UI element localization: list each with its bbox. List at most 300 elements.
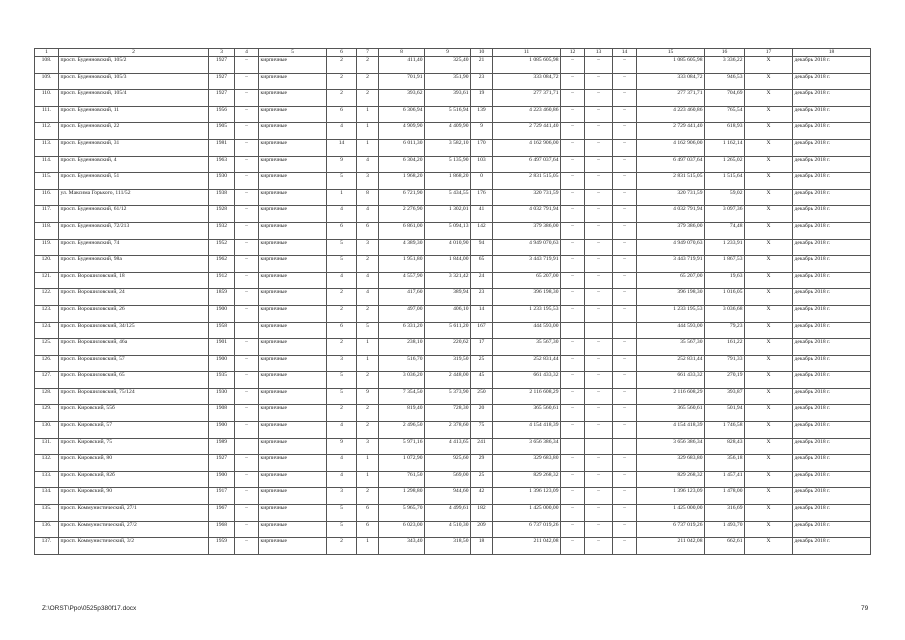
table-cell: –	[585, 173, 613, 190]
table-cell: 1	[357, 355, 379, 372]
table-cell: 1900	[209, 305, 235, 322]
table-cell: X	[745, 106, 793, 123]
table-cell: 1 085 605,98	[637, 57, 705, 74]
table-cell: декабрь 2018 г.	[793, 206, 871, 223]
table-cell: X	[745, 139, 793, 156]
table-cell: 318,50	[425, 538, 471, 555]
table-cell: 1 968,20	[379, 173, 425, 190]
table-cell: 4	[357, 289, 379, 306]
table-cell: –	[235, 272, 259, 289]
table-cell: просп. Буденновский, 31	[59, 139, 209, 156]
table-cell: 5	[357, 322, 379, 339]
table-cell: 131.	[35, 438, 59, 455]
table-cell: –	[561, 521, 585, 538]
table-cell: 1900	[209, 422, 235, 439]
table-cell: 1	[327, 189, 357, 206]
table-cell: 113.	[35, 139, 59, 156]
table-cell: 2	[357, 405, 379, 422]
table-cell: кирпичные	[259, 355, 327, 372]
table-cell: 365 560,61	[637, 405, 705, 422]
table-cell: 123.	[35, 305, 59, 322]
table-cell: 182	[471, 505, 493, 522]
table-cell: декабрь 2018 г.	[793, 339, 871, 356]
table-cell: 1 298,80	[379, 488, 425, 505]
table-cell: декабрь 2018 г.	[793, 123, 871, 140]
table-cell: 569,00	[425, 471, 471, 488]
table-cell: 211 042,08	[637, 538, 705, 555]
table-cell: X	[745, 322, 793, 339]
table-cell: 393,62	[379, 90, 425, 107]
table-cell: 333 084,72	[637, 73, 705, 90]
table-cell: 1 085 605,98	[493, 57, 561, 74]
table-cell: 1952	[209, 239, 235, 256]
table-cell: 3 097,36	[705, 206, 745, 223]
table-cell: кирпичные	[259, 388, 327, 405]
table-cell	[585, 438, 613, 455]
table-cell: 108.	[35, 57, 59, 74]
table-row	[35, 239, 871, 256]
table-cell: –	[561, 405, 585, 422]
table-cell: декабрь 2018 г.	[793, 239, 871, 256]
table-cell: декабрь 2018 г.	[793, 156, 871, 173]
table-cell: просп. Буденновский, 74	[59, 239, 209, 256]
table-cell: 3	[357, 438, 379, 455]
table-cell: 411,40	[379, 57, 425, 74]
table-cell: 2 276,90	[379, 206, 425, 223]
table-cell: 94	[471, 239, 493, 256]
table-cell: 3 036,68	[705, 305, 745, 322]
table-cell: –	[613, 422, 637, 439]
table-cell: –	[585, 339, 613, 356]
table-cell: кирпичные	[259, 156, 327, 173]
table-cell: декабрь 2018 г.	[793, 422, 871, 439]
table-cell: 114.	[35, 156, 59, 173]
table-cell: 5 516,94	[425, 106, 471, 123]
table-cell: –	[585, 488, 613, 505]
table-cell: 1 072,90	[379, 455, 425, 472]
table-cell: 6 304,20	[379, 156, 425, 173]
table-row	[35, 73, 871, 90]
table-cell: кирпичные	[259, 173, 327, 190]
table-cell: 2	[327, 90, 357, 107]
table-cell: –	[561, 173, 585, 190]
table-cell: кирпичные	[259, 322, 327, 339]
table-cell: 277 371,71	[637, 90, 705, 107]
table-row	[35, 156, 871, 173]
table-cell: декабрь 2018 г.	[793, 173, 871, 190]
table-cell: 1901	[209, 339, 235, 356]
table-cell: 125.	[35, 339, 59, 356]
table-cell: –	[235, 222, 259, 239]
table-cell: декабрь 2018 г.	[793, 73, 871, 90]
table-cell: 133.	[35, 471, 59, 488]
table-cell: 1	[357, 123, 379, 140]
table-cell: –	[235, 455, 259, 472]
table-cell: 2	[327, 289, 357, 306]
table-cell: 1	[357, 106, 379, 123]
table-cell	[235, 322, 259, 339]
table-cell	[235, 438, 259, 455]
table-cell: –	[235, 372, 259, 389]
table-cell: –	[585, 256, 613, 273]
table-cell: 118.	[35, 222, 59, 239]
table-cell: кирпичные	[259, 471, 327, 488]
table-cell: 4	[357, 272, 379, 289]
table-cell: –	[235, 239, 259, 256]
table-cell: кирпичные	[259, 57, 327, 74]
table-cell: 946,53	[705, 73, 745, 90]
table-cell: 356,18	[705, 455, 745, 472]
table-cell: 277 371,71	[493, 90, 561, 107]
table-cell: 23	[471, 73, 493, 90]
table-cell: просп. Ворошиловский, 75/124	[59, 388, 209, 405]
table-cell: 4 162 906,00	[493, 139, 561, 156]
table-cell: декабрь 2018 г.	[793, 355, 871, 372]
table-cell: 29	[471, 455, 493, 472]
table-cell: 75	[471, 422, 493, 439]
table-cell: –	[585, 538, 613, 555]
table-cell: X	[745, 438, 793, 455]
table-cell: декабрь 2018 г.	[793, 222, 871, 239]
table-row	[35, 405, 871, 422]
table-cell: 119.	[35, 239, 59, 256]
table-cell: 19,63	[705, 272, 745, 289]
table-cell: кирпичные	[259, 339, 327, 356]
table-cell: 1927	[209, 57, 235, 74]
table-cell: 1963	[209, 156, 235, 173]
table-cell: кирпичные	[259, 90, 327, 107]
table-cell: декабрь 2018 г.	[793, 256, 871, 273]
table-cell: 111.	[35, 106, 59, 123]
table-cell: 3	[327, 355, 357, 372]
table-cell: X	[745, 505, 793, 522]
table-cell: 5	[327, 388, 357, 405]
table-cell: 5	[327, 372, 357, 389]
table-cell: 2	[357, 57, 379, 74]
table-cell: 65 207,00	[637, 272, 705, 289]
table-cell: 1908	[209, 405, 235, 422]
table-cell: –	[235, 156, 259, 173]
table-cell: X	[745, 538, 793, 555]
table-cell: кирпичные	[259, 222, 327, 239]
table-cell: –	[613, 339, 637, 356]
table-cell: 250	[471, 388, 493, 405]
table-cell: –	[235, 206, 259, 223]
table-cell: –	[613, 139, 637, 156]
table-cell: 1935	[209, 372, 235, 389]
table-cell: 74,48	[705, 222, 745, 239]
table-cell: –	[613, 289, 637, 306]
table-cell: 23	[471, 289, 493, 306]
register-sheet	[34, 48, 870, 555]
table-cell: –	[613, 256, 637, 273]
table-cell: просп. Буденновский, 98а	[59, 256, 209, 273]
table-cell: декабрь 2018 г.	[793, 90, 871, 107]
table-cell: –	[561, 505, 585, 522]
table-cell: 3	[327, 488, 357, 505]
table-cell: кирпичные	[259, 206, 327, 223]
table-cell: 379 386,00	[493, 222, 561, 239]
table-cell: просп. Кировский, 75	[59, 438, 209, 455]
table-cell: 829 268,32	[637, 471, 705, 488]
table-cell: 161,22	[705, 339, 745, 356]
table-cell: 1956	[209, 106, 235, 123]
table-cell: 24	[471, 272, 493, 289]
table-cell: 329 683,80	[637, 455, 705, 472]
table-row	[35, 139, 871, 156]
table-cell: 1932	[209, 222, 235, 239]
table-cell: просп. Буденновский, 51	[59, 173, 209, 190]
table-cell: 1917	[209, 488, 235, 505]
table-cell: декабрь 2018 г.	[793, 106, 871, 123]
table-cell: 618,93	[705, 123, 745, 140]
table-cell: 393,61	[425, 90, 471, 107]
table-cell: 3 336,22	[705, 57, 745, 74]
table-cell: кирпичные	[259, 305, 327, 322]
table-cell: –	[585, 57, 613, 74]
table-cell: просп. Буденновский, 11	[59, 106, 209, 123]
table-cell: 5 611,20	[425, 322, 471, 339]
table-cell: X	[745, 272, 793, 289]
table-cell: 2	[327, 538, 357, 555]
table-cell: X	[745, 57, 793, 74]
table-cell: 343,40	[379, 538, 425, 555]
table-cell: кирпичные	[259, 505, 327, 522]
table-cell: –	[235, 90, 259, 107]
table-cell: 1859	[209, 289, 235, 306]
table-cell: 79,23	[705, 322, 745, 339]
table-cell: 14	[327, 139, 357, 156]
table-cell: –	[235, 521, 259, 538]
table-cell: 829 268,32	[493, 471, 561, 488]
table-cell: 1	[357, 471, 379, 488]
table-cell: X	[745, 355, 793, 372]
table-cell: кирпичные	[259, 189, 327, 206]
table-cell: –	[561, 239, 585, 256]
table-cell: –	[585, 505, 613, 522]
table-cell: 2 729 441,40	[493, 123, 561, 140]
table-cell: X	[745, 173, 793, 190]
table-cell: –	[613, 471, 637, 488]
table-cell: 1962	[209, 256, 235, 273]
table-cell: –	[235, 339, 259, 356]
table-cell: –	[585, 156, 613, 173]
table-cell: 4	[327, 206, 357, 223]
table-cell: декабрь 2018 г.	[793, 388, 871, 405]
table-cell: 1 233 195,53	[493, 305, 561, 322]
table-cell: 944,60	[425, 488, 471, 505]
table-cell: –	[613, 189, 637, 206]
table-cell: 1900	[209, 355, 235, 372]
table-cell: –	[561, 388, 585, 405]
table-cell: кирпичные	[259, 256, 327, 273]
table-cell: 819,40	[379, 405, 425, 422]
table-cell: 4	[327, 272, 357, 289]
table-cell: 112.	[35, 123, 59, 140]
table-cell: 1 844,00	[425, 256, 471, 273]
table-cell: просп. Кировский, 82б	[59, 471, 209, 488]
table-cell: X	[745, 455, 793, 472]
table-cell: X	[745, 521, 793, 538]
column-number-cell: 17	[745, 49, 793, 57]
table-cell: 3 656 386,34	[637, 438, 705, 455]
table-cell: 6	[357, 222, 379, 239]
table-cell: –	[561, 156, 585, 173]
table-cell: 4 909,90	[379, 123, 425, 140]
table-cell: –	[613, 388, 637, 405]
column-number-cell: 18	[793, 49, 871, 57]
table-cell: 4 154 418,39	[493, 422, 561, 439]
table-cell: 5 135,90	[425, 156, 471, 173]
table-cell: 4 223 460,86	[637, 106, 705, 123]
table-cell: 6 861,00	[379, 222, 425, 239]
table-cell: 142	[471, 222, 493, 239]
table-cell: 5 094,13	[425, 222, 471, 239]
table-row	[35, 222, 871, 239]
table-cell: X	[745, 388, 793, 405]
table-cell: –	[561, 305, 585, 322]
table-row	[35, 505, 871, 522]
table-row	[35, 123, 871, 140]
table-cell: –	[585, 106, 613, 123]
table-cell: 661 433,32	[493, 372, 561, 389]
table-cell: ул. Максима Горького, 111/52	[59, 189, 209, 206]
table-cell: 2 729 441,40	[637, 123, 705, 140]
table-cell: 501,94	[705, 405, 745, 422]
table-cell: 21	[471, 57, 493, 74]
table-cell: 35 567,30	[493, 339, 561, 356]
table-cell: X	[745, 222, 793, 239]
table-cell: 1927	[209, 90, 235, 107]
table-cell: 59,02	[705, 189, 745, 206]
table-row	[35, 90, 871, 107]
table-cell: X	[745, 289, 793, 306]
table-cell: –	[561, 471, 585, 488]
table-cell: кирпичные	[259, 455, 327, 472]
table-cell: декабрь 2018 г.	[793, 139, 871, 156]
table-cell: 6 737 019,26	[493, 521, 561, 538]
table-cell: 3	[357, 173, 379, 190]
table-cell: –	[613, 355, 637, 372]
table-cell: 41	[471, 206, 493, 223]
table-cell: 5	[327, 173, 357, 190]
table-cell: 6	[327, 106, 357, 123]
table-cell: 4 557,90	[379, 272, 425, 289]
table-cell: 4 499,61	[425, 505, 471, 522]
table-cell: 4 154 418,39	[637, 422, 705, 439]
table-cell: 2 831 515,05	[493, 173, 561, 190]
table-cell: просп. Кировский, 57	[59, 422, 209, 439]
table-cell	[585, 322, 613, 339]
table-cell: декабрь 2018 г.	[793, 322, 871, 339]
table-cell: 220,62	[425, 339, 471, 356]
table-row	[35, 471, 871, 488]
table-cell: просп. Ворошиловский, 26	[59, 305, 209, 322]
table-cell: просп. Буденновский, 72/213	[59, 222, 209, 239]
table-cell: 1958	[209, 322, 235, 339]
table-cell: 319,50	[425, 355, 471, 372]
table-cell: 116.	[35, 189, 59, 206]
table-cell: 1 515,64	[705, 173, 745, 190]
table-cell: 1989	[209, 438, 235, 455]
column-number-cell: 9	[425, 49, 471, 57]
table-cell: 1 016,05	[705, 289, 745, 306]
table-cell: 2	[327, 73, 357, 90]
table-cell: 5	[327, 256, 357, 273]
table-cell: просп. Ворошиловский, 24	[59, 289, 209, 306]
table-cell: 209	[471, 521, 493, 538]
table-cell: кирпичные	[259, 538, 327, 555]
table-cell: –	[561, 139, 585, 156]
table-cell: декабрь 2018 г.	[793, 57, 871, 74]
table-cell: –	[235, 173, 259, 190]
table-cell: 828,43	[705, 438, 745, 455]
table-cell: просп. Коммунистический, 27/2	[59, 521, 209, 538]
table-cell: –	[561, 538, 585, 555]
table-cell: 127.	[35, 372, 59, 389]
table-cell: –	[561, 372, 585, 389]
table-cell: кирпичные	[259, 438, 327, 455]
column-number-cell: 5	[259, 49, 327, 57]
table-cell: декабрь 2018 г.	[793, 471, 871, 488]
table-cell: 1 425 000,00	[637, 505, 705, 522]
table-cell: 4	[327, 123, 357, 140]
table-cell: 701,91	[379, 73, 425, 90]
table-cell: декабрь 2018 г.	[793, 538, 871, 555]
table-cell: 117.	[35, 206, 59, 223]
table-cell: 252 831,44	[637, 355, 705, 372]
table-cell: 4 389,30	[379, 239, 425, 256]
table-cell: 325,40	[425, 57, 471, 74]
table-row	[35, 488, 871, 505]
table-cell: –	[585, 471, 613, 488]
table-cell: –	[613, 173, 637, 190]
column-number-cell: 2	[59, 49, 209, 57]
table-cell	[561, 438, 585, 455]
table-cell: 417,60	[379, 289, 425, 306]
table-cell: просп. Кировский, 80	[59, 455, 209, 472]
table-cell: просп. Буденновский, 4	[59, 156, 209, 173]
table-cell: –	[585, 272, 613, 289]
table-cell: –	[613, 222, 637, 239]
table-row	[35, 173, 871, 190]
table-cell: –	[613, 239, 637, 256]
table-row	[35, 455, 871, 472]
table-cell: –	[585, 521, 613, 538]
table-cell: 2 831 515,05	[637, 173, 705, 190]
table-cell: 1 457,41	[705, 471, 745, 488]
table-cell: 65	[471, 256, 493, 273]
table-cell: 1	[357, 538, 379, 555]
table-cell: 5 965,70	[379, 505, 425, 522]
table-cell: –	[235, 256, 259, 273]
table-cell: 129.	[35, 405, 59, 422]
table-cell: –	[561, 123, 585, 140]
table-cell: 925,60	[425, 455, 471, 472]
table-cell: –	[235, 106, 259, 123]
table-cell	[613, 322, 637, 339]
table-cell: кирпичные	[259, 239, 327, 256]
table-body	[35, 49, 871, 555]
table-cell: 1	[357, 139, 379, 156]
table-cell: 5 971,16	[379, 438, 425, 455]
table-cell: –	[585, 189, 613, 206]
column-number-cell: 10	[471, 49, 493, 57]
housing-register-table	[34, 48, 871, 555]
table-cell: –	[585, 222, 613, 239]
table-cell: 42	[471, 488, 493, 505]
table-cell: –	[561, 222, 585, 239]
